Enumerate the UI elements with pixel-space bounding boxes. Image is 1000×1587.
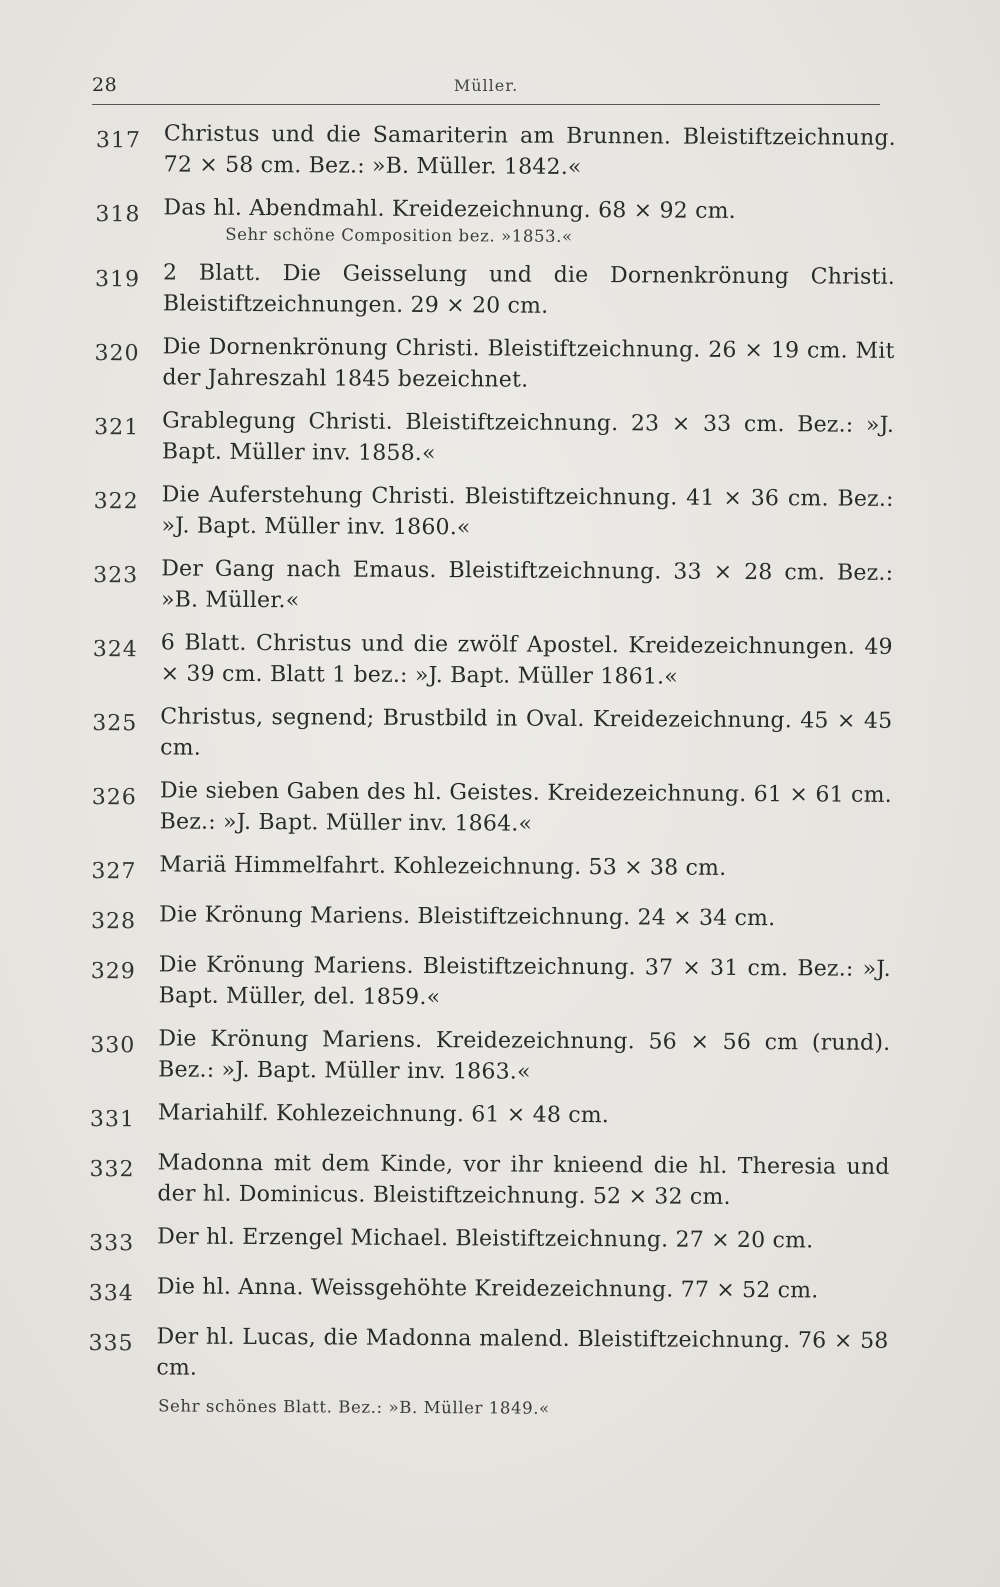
entry-description: Der hl. Erzengel Michael. Bleistiftzeichnung. 27 × 20 cm. — [157, 1224, 814, 1254]
entry-body — [157, 1147, 889, 1213]
entry-description: Die Auferstehung Christi. Bleistiftzeichnung. 41 × 36 cm. Bez.: »J. Bapt. Müller inv. 1860.« — [161, 482, 894, 541]
catalog-entry — [95, 257, 895, 324]
catalog-entries — [88, 118, 896, 1422]
entry-number: 332 — [89, 1156, 135, 1183]
entry-number: 326 — [91, 784, 137, 811]
entry-description: Die Dornenkrönung Christi. Bleistiftzeichnung. 26 × 19 cm. Mit der Jahreszahl 1845 bezeichnet. — [162, 334, 895, 393]
entry-note: Sehr schöne Composition bez. »1853.« — [225, 224, 573, 246]
entry-body — [158, 1023, 890, 1089]
entry-body — [160, 701, 892, 767]
entry-description: Madonna mit dem Kinde, vor ihr knieend die hl. Theresia und der hl. Dominicus. Bleistiftzeichnung. 52 × 32 cm. — [157, 1150, 890, 1210]
catalog-entry — [90, 1023, 890, 1090]
catalog-entry — [94, 405, 894, 472]
catalog-entry — [89, 1147, 889, 1214]
entry-number: 324 — [92, 636, 138, 663]
entry-body — [160, 775, 892, 841]
entry-number: 322 — [93, 488, 139, 515]
entry-description: Die hl. Anna. Weissgehöhte Kreidezeichnung. 77 × 52 cm. — [156, 1274, 819, 1304]
catalog-entry — [91, 849, 891, 892]
entry-description: Grablegung Christi. Bleistiftzeichnung. 23 × 33 cm. Bez.: »J. Bapt. Müller inv. 1858.« — [161, 408, 895, 467]
entry-body — [162, 331, 894, 397]
entry-body — [157, 1221, 889, 1256]
page-number: 28 — [92, 74, 118, 96]
entry-description: Mariahilf. Kohlezeichnung. 61 × 48 cm. — [157, 1100, 610, 1129]
catalog-entry — [92, 701, 892, 768]
entry-description: Die sieben Gaben des hl. Geistes. Kreidezeichnung. 61 × 61 cm. Bez.: »J. Bapt. Müller inv. 1864.« — [159, 778, 892, 837]
entry-description: 2 Blatt. Die Geisselung und die Dornenkrönung Christi. Bleistiftzeichnungen. 29 × 20 cm. — [162, 260, 896, 319]
entry-description: Der hl. Lucas, die Madonna malend. Bleistiftzeichnung. 76 × 58 cm. — [156, 1324, 889, 1381]
entry-description: Die Krönung Mariens. Bleistiftzeichnung. 24 × 34 cm. — [159, 902, 776, 932]
entry-description: Der Gang nach Emaus. Bleistiftzeichnung. 33 × 28 cm. Bez.: »B. Müller.« — [160, 556, 894, 614]
entry-number: 323 — [93, 562, 139, 589]
entry-body — [161, 553, 893, 619]
entry-number: 334 — [88, 1280, 134, 1307]
entry-description: Mariä Himmelfahrt. Kohlezeichnung. 53 × 38 cm. — [159, 852, 727, 881]
catalog-entry — [91, 899, 891, 942]
entry-body — [161, 627, 893, 693]
footer-note: Sehr schönes Blatt. Bez.: »B. Müller 1849.« — [158, 1396, 550, 1418]
catalog-entry — [96, 118, 896, 185]
entry-body — [157, 1271, 889, 1306]
entry-number: 335 — [88, 1330, 134, 1357]
entry-description: Die Krönung Mariens. Kreidezeichnung. 56 × 56 cm (rund). Bez.: »J. Bapt. Müller inv. 1863.« — [158, 1026, 891, 1085]
entry-body — [159, 849, 891, 884]
catalog-entry — [88, 1321, 888, 1388]
catalog-entry — [95, 192, 895, 250]
catalog-entry — [94, 331, 894, 398]
catalog-entry — [91, 949, 891, 1016]
entry-description: Das hl. Abendmahl. Kreidezeichnung. 68 × 92 cm. — [163, 195, 736, 224]
catalog-entry — [93, 479, 893, 546]
entry-number: 325 — [92, 710, 138, 737]
entry-body — [164, 118, 896, 184]
entry-number: 327 — [91, 858, 137, 885]
entry-body — [162, 405, 894, 471]
catalog-entry — [92, 775, 892, 842]
catalog-entry — [93, 627, 893, 694]
entry-number: 330 — [90, 1032, 136, 1059]
entry-number: 320 — [94, 340, 140, 367]
entry-body — [159, 899, 891, 934]
entry-body — [159, 949, 891, 1015]
catalog-entry — [89, 1221, 889, 1264]
entry-description: Die Krönung Mariens. Bleistiftzeichnung. 37 × 31 cm. Bez.: »J. Bapt. Müller, del. 1859.« — [158, 952, 891, 1011]
entry-body — [163, 257, 895, 323]
entry-number: 331 — [89, 1106, 135, 1133]
running-head: Müller. — [453, 76, 519, 95]
page-header — [92, 74, 880, 105]
entry-body — [156, 1321, 888, 1387]
entry-number: 333 — [89, 1230, 135, 1257]
entry-description: Christus, segnend; Brustbild in Oval. Kreidezeichnung. 45 × 45 cm. — [160, 704, 893, 761]
entry-number: 328 — [91, 908, 137, 935]
entry-body — [161, 479, 893, 545]
catalog-entry — [90, 1097, 890, 1140]
catalog-entry — [89, 1271, 889, 1314]
entry-number: 317 — [95, 127, 141, 154]
entry-number: 329 — [90, 958, 136, 985]
entry-number: 318 — [95, 201, 141, 228]
entry-description: 6 Blatt. Christus und die zwölf Apostel. Kreidezeichnungen. 49 × 39 cm. Blatt 1 bez.: »J. Bapt. Müller 1861.« — [160, 630, 893, 690]
entry-number: 321 — [94, 414, 140, 441]
entry-body — [158, 1097, 890, 1132]
entry-description: Christus und die Samariterin am Brunnen. Bleistiftzeichnung. 72 × 58 cm. Bez.: »B. Müller. 1842.« — [163, 121, 896, 180]
entry-number: 319 — [94, 266, 141, 293]
entry-body — [163, 192, 895, 249]
catalog-entry — [93, 553, 893, 620]
